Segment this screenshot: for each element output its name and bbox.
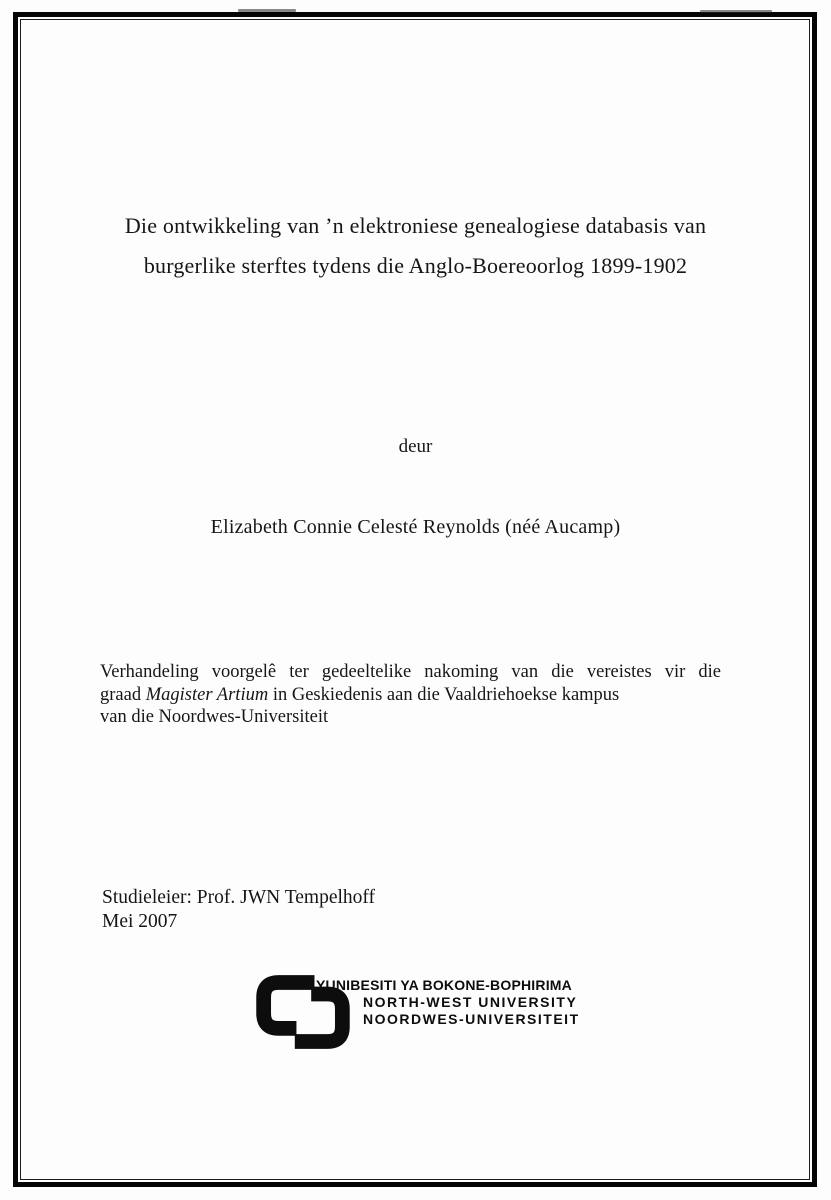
degree-suffix-text: in Geskiedenis aan die Vaaldriehoekse kampus — [268, 684, 620, 705]
degree-name-italic: Magister Artium — [145, 684, 269, 705]
university-logo-wordmark — [316, 977, 580, 1028]
submission-statement-line-2 — [100, 684, 721, 707]
supervisor-block — [102, 886, 375, 934]
submission-statement-line-3: van die Noordwes-Universiteit — [100, 707, 329, 727]
logo-line-setswana: YUNIBESITI YA BOKONE-BOPHIRIMA — [316, 977, 572, 993]
author-name: Elizabeth Connie Celesté Reynolds (néé Aucamp) — [210, 516, 621, 538]
university-logo — [252, 968, 602, 1056]
degree-prefix-text: graad — [100, 684, 146, 705]
scan-smudge — [238, 9, 296, 12]
thesis-title-line-2: burgerlike sterftes tydens die Anglo-Boereoorlog 1899-1902 — [143, 253, 688, 278]
byline-deur: deur — [398, 436, 433, 457]
scan-smudge — [700, 10, 772, 13]
supervisor-line: Studieleier: Prof. JWN Tempelhoff — [102, 887, 376, 908]
thesis-title-line-1: Die ontwikkeling van ’n elektroniese genealogiese databasis van — [124, 213, 707, 238]
logo-line-english: NORTH-WEST UNIVERSITY — [363, 994, 578, 1010]
logo-line-afrikaans: NOORDWES-UNIVERSITEIT — [363, 1011, 580, 1027]
submission-statement-line-1: Verhandeling voorgelê ter gedeeltelike nakoming van die vereistes vir die — [100, 662, 721, 682]
date-line: Mei 2007 — [102, 911, 178, 932]
submission-statement — [100, 661, 721, 729]
thesis-title — [55, 206, 776, 286]
